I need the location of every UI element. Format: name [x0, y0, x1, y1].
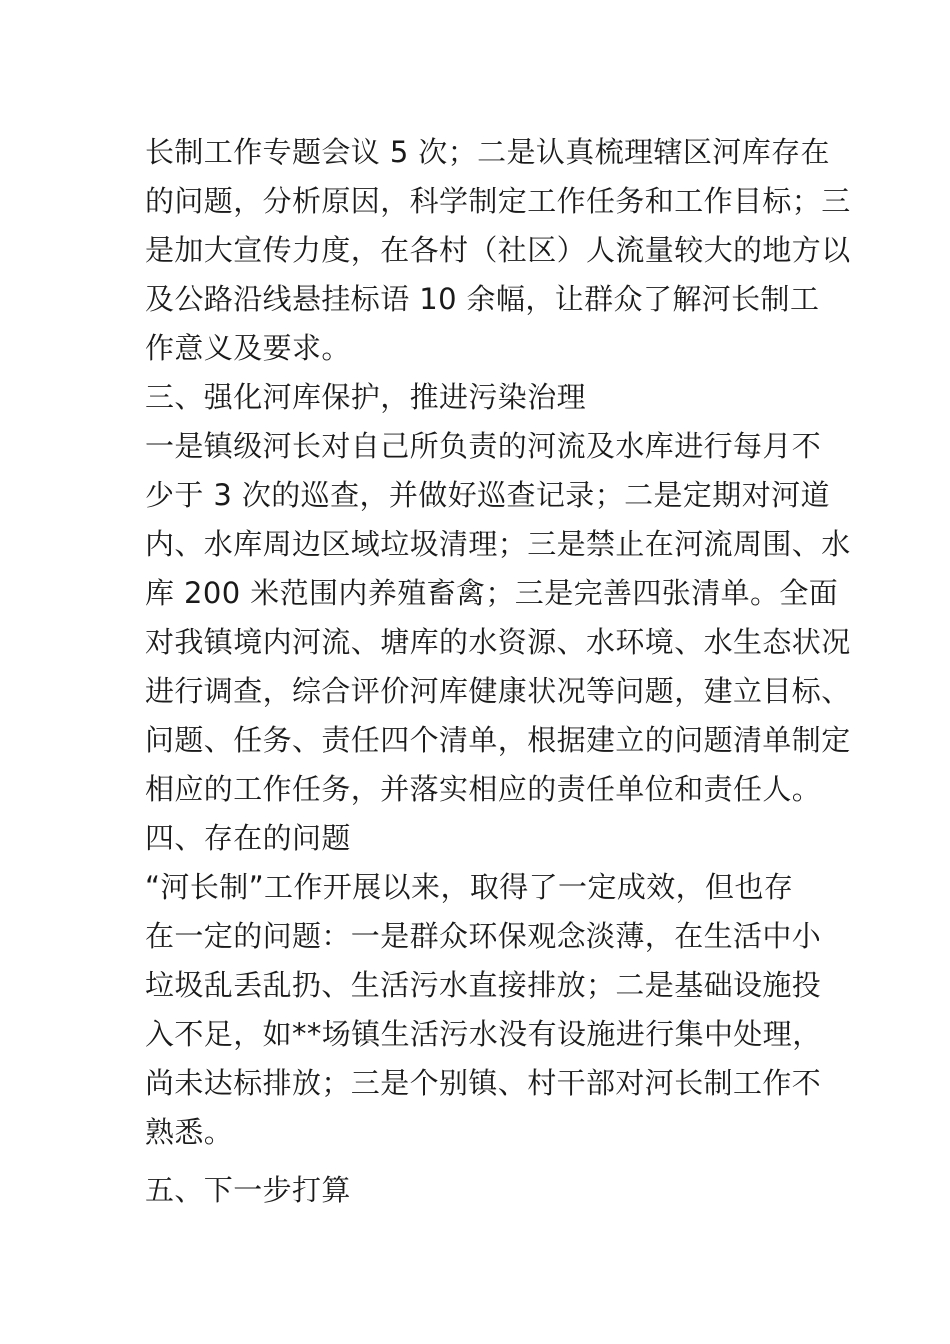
text-line: 及公路沿线悬挂标语 10 余幅，让群众了解河长制工 [145, 282, 820, 316]
text-line: 相应的工作任务，并落实相应的责任单位和责任人。 [145, 772, 822, 806]
paragraph-publicity [145, 128, 851, 373]
paragraph-problems [145, 863, 822, 1157]
text-line: 长制工作专题会议 5 次；二是认真梳理辖区河库存在 [145, 135, 830, 169]
text-line: 少于 3 次的巡查，并做好巡查记录；二是定期对河道 [145, 478, 830, 512]
spacer [145, 1157, 815, 1166]
paragraph-protection [145, 422, 851, 814]
text-line: 在一定的问题：一是群众环保观念淡薄，在生活中小 [145, 919, 822, 953]
text-line: 入不足，如**场镇生活污水没有设施进行集中处理， [145, 1017, 822, 1051]
text-line: 库 200 米范围内养殖畜禽；三是完善四张清单。全面 [145, 576, 839, 610]
text-line: 内、水库周边区域垃圾清理；三是禁止在河流周围、水 [145, 527, 851, 561]
section-heading-3: 三、强化河库保护，推进污染治理 [145, 380, 587, 414]
text-line: 是加大宣传力度，在各村（社区）人流量较大的地方以 [145, 233, 851, 267]
text-line: 进行调查，综合评价河库健康状况等问题，建立目标、 [145, 674, 851, 708]
document-page [145, 128, 851, 1215]
text-line: 的问题，分析原因，科学制定工作任务和工作目标；三 [145, 184, 851, 218]
text-line: 对我镇境内河流、塘库的水资源、水环境、水生态状况 [145, 625, 851, 659]
text-line: 垃圾乱丢乱扔、生活污水直接排放；二是基础设施投 [145, 968, 822, 1002]
text-line: 尚未达标排放；三是个别镇、村干部对河长制工作不 [145, 1066, 822, 1100]
section-heading-4: 四、存在的问题 [145, 821, 351, 855]
text-line: 作意义及要求。 [145, 331, 351, 365]
text-line: 熟悉。 [145, 1115, 234, 1149]
section-heading-5: 五、下一步打算 [145, 1173, 351, 1207]
text-line: “河长制”工作开展以来，取得了一定成效，但也存 [145, 870, 794, 904]
text-line: 一是镇级河长对自己所负责的河流及水库进行每月不 [145, 429, 822, 463]
text-line: 问题、任务、责任四个清单，根据建立的问题清单制定 [145, 723, 851, 757]
